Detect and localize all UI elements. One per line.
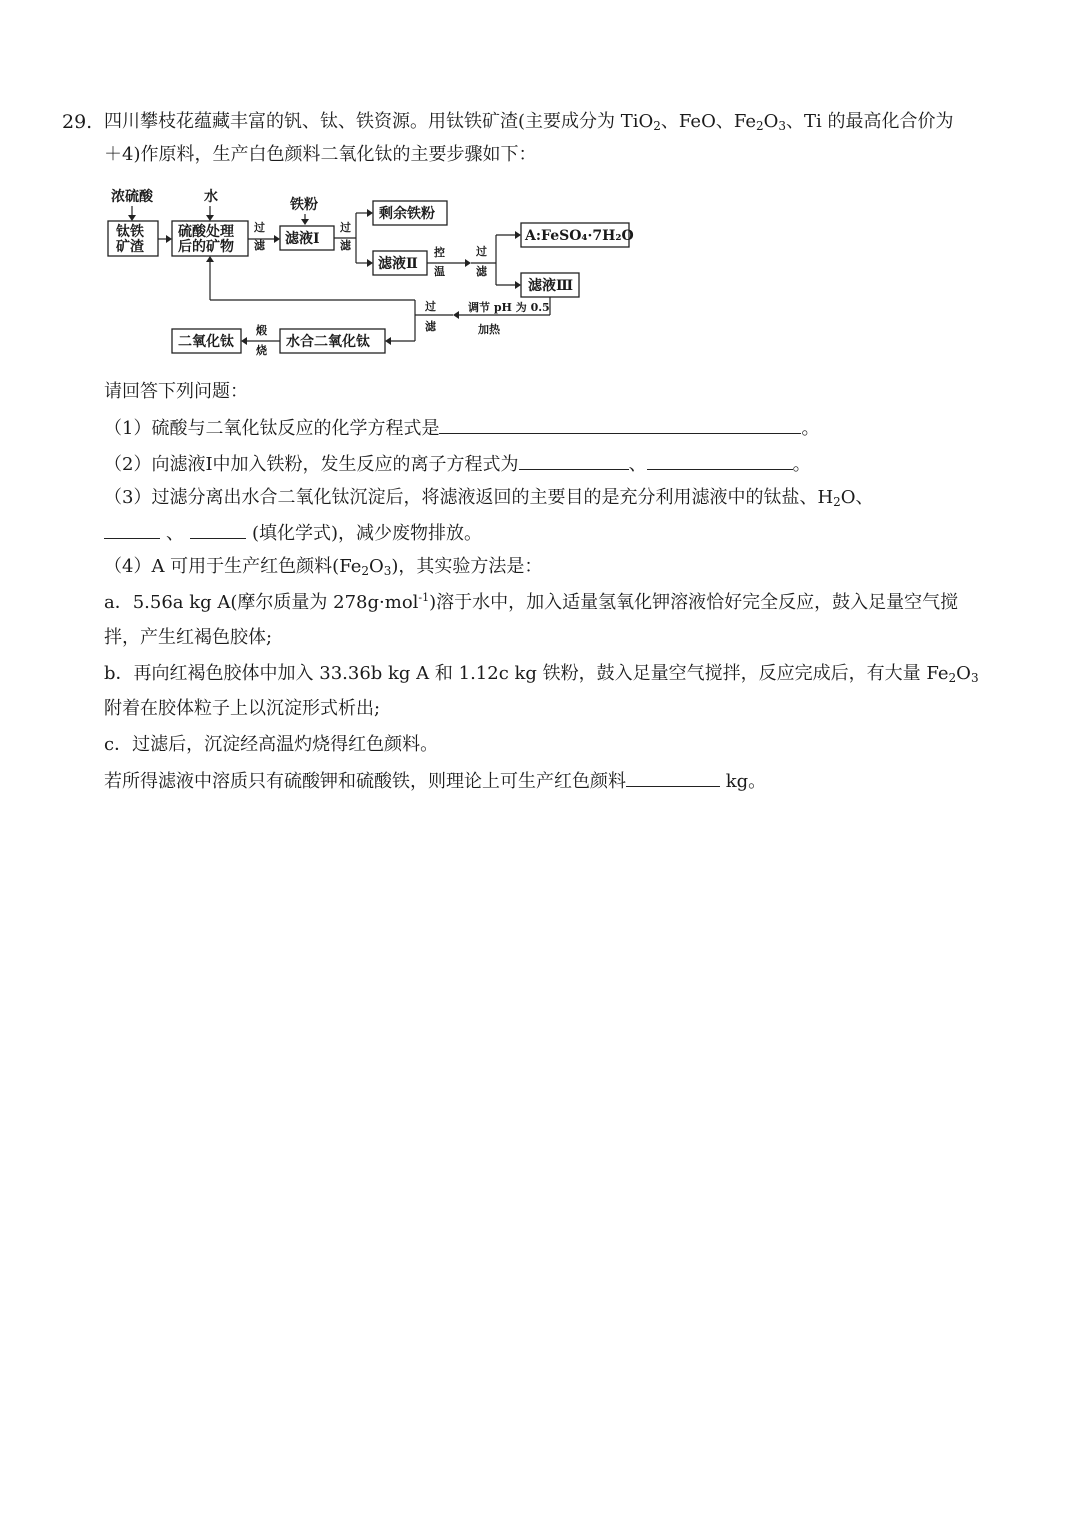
question-2: （2）向滤液I中加入铁粉，发生反应的离子方程式为 、 。 xyxy=(104,451,811,477)
answer-blank-1[interactable] xyxy=(439,415,801,434)
svg-text:烧: 烧 xyxy=(256,344,267,357)
final-question: 若所得滤液中溶质只有硫酸钾和硫酸铁，则理论上可生产红色颜料 kg。 xyxy=(104,768,766,794)
svg-text:后的矿物: 后的矿物 xyxy=(178,239,234,255)
svg-text:A:FeSO₄·7H₂O: A:FeSO₄·7H₂O xyxy=(525,228,634,244)
question-number: 29. xyxy=(62,111,93,133)
answer-blank-3b[interactable] xyxy=(190,520,246,539)
svg-text:过: 过 xyxy=(254,221,265,234)
svg-text:滤: 滤 xyxy=(425,320,436,333)
svg-text:滤液Ⅲ: 滤液Ⅲ xyxy=(528,278,574,294)
question-1: （1）硫酸与二氧化钛反应的化学方程式是 。 xyxy=(104,415,819,441)
question-3-line-2: 、 (填化学式)，减少废物排放。 xyxy=(104,520,482,546)
svg-text:钛铁: 钛铁 xyxy=(116,224,144,240)
svg-text:温: 温 xyxy=(434,265,445,278)
answer-blank-final[interactable] xyxy=(626,768,720,787)
svg-text:矿渣: 矿渣 xyxy=(116,239,144,255)
process-flowchart xyxy=(100,183,660,363)
reagent-water: 水 xyxy=(204,189,218,205)
answer-blank-2b[interactable] xyxy=(647,451,793,470)
question-4: （4）A 可用于生产红色颜料$(Fe_2O_3)$，其实验方法是： xyxy=(104,556,543,578)
svg-text:控: 控 xyxy=(434,246,445,259)
svg-text:滤液Ⅱ: 滤液Ⅱ xyxy=(378,256,418,272)
reagent-acid: 浓硫酸 xyxy=(111,189,153,205)
intro-line-1: 四川攀枝花蕴藏丰富的钒、钛、铁资源。用钛铁矿渣(主要成分为 TiO$_2$、FeO、$Fe_2O_3$、Ti 的最高化合价为 xyxy=(104,111,954,133)
step-b-line-1: b．再向红褐色胶体中加入 33.36b kg A 和 1.12c kg 铁粉，鼓入足量空气搅拌，反应完成后，有大量 $Fe_2O_3$ xyxy=(104,663,979,685)
step-a-line-2: 拌，产生红褐色胶体; xyxy=(104,627,273,648)
svg-text:过: 过 xyxy=(425,300,436,313)
svg-text:水合二氧化钛: 水合二氧化钛 xyxy=(286,334,370,350)
step-a-line-1: a．5.56a kg A(摩尔质量为 278g·mol$^{-1}$)溶于水中，加入适量氢氧化钾溶液恰好完全反应，鼓入足量空气搅 xyxy=(104,591,959,613)
svg-text:过: 过 xyxy=(476,245,487,258)
step-b-line-2: 附着在胶体粒子上以沉淀形式析出; xyxy=(104,698,381,719)
svg-text:硫酸处理: 硫酸处理 xyxy=(178,224,234,240)
intro-line-2: ＋4)作原料，生产白色颜料二氧化钛的主要步骤如下： xyxy=(104,144,537,165)
step-c: c．过滤后，沉淀经高温灼烧得红色颜料。 xyxy=(104,734,439,755)
answer-blank-3a[interactable] xyxy=(104,520,160,539)
svg-text:滤液Ⅰ: 滤液Ⅰ xyxy=(285,231,320,247)
answer-blank-2a[interactable] xyxy=(519,451,629,470)
svg-text:过: 过 xyxy=(340,221,351,234)
reagent-iron: 铁粉 xyxy=(290,197,318,213)
label-adjust-ph: 调节 pH 为 0.5 xyxy=(468,301,550,314)
svg-text:滤: 滤 xyxy=(476,265,487,278)
label-heat: 加热 xyxy=(478,323,500,336)
question-3-line-1: （3）过滤分离出水合二氧化钛沉淀后，将滤液返回的主要目的是充分利用滤液中的钛盐、$H_2O$、 xyxy=(104,487,874,509)
prompt: 请回答下列问题： xyxy=(104,381,248,402)
svg-text:滤: 滤 xyxy=(254,239,265,252)
svg-text:剩余铁粉: 剩余铁粉 xyxy=(379,206,435,222)
svg-text:二氧化钛: 二氧化钛 xyxy=(178,334,234,350)
svg-text:煅: 煅 xyxy=(256,324,267,337)
svg-text:滤: 滤 xyxy=(340,239,351,252)
